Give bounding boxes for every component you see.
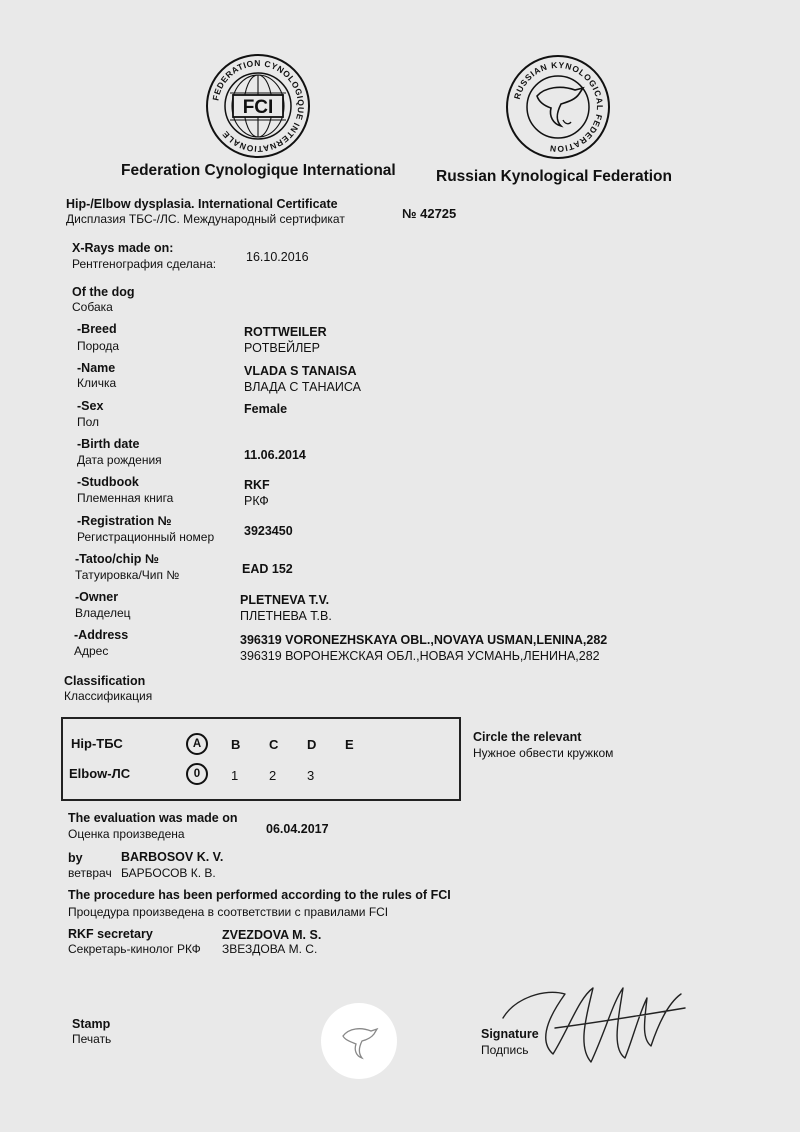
stamp-seal [321,1003,397,1079]
certificate-title-ru: Дисплазия ТБС-/ЛС. Международный сертификат [66,212,345,226]
hip-grade[interactable]: B [231,737,241,752]
circle-note-en: Circle the relevant [473,730,582,744]
hip-grade-selected[interactable]: A [186,733,208,755]
elbow-grade[interactable]: 1 [231,768,239,783]
stamp-label-en: Stamp [72,1017,111,1031]
birth-label-ru: Дата рождения [77,453,162,467]
studbook-value: RKF [244,478,270,492]
birth-value: 11.06.2014 [244,448,306,462]
elbow-grade-selected[interactable]: 0 [186,763,208,785]
signature-label-ru: Подпись [481,1043,529,1057]
classification-box [61,717,461,801]
xray-label-en: X-Rays made on: [72,241,174,255]
xray-date: 16.10.2016 [246,250,309,264]
owner-label-ru: Владелец [75,606,131,620]
vet-name-ru: БАРБОСОВ К. В. [121,866,216,880]
address-value-ru: 396319 ВОРОНЕЖСКАЯ ОБЛ.,НОВАЯ УСМАНЬ,ЛЕНИНА,282 [240,649,600,663]
signature-scribble [495,958,695,1088]
registration-label-ru: Регистрационный номер [77,530,215,544]
hip-label: Hip-ТБС [71,736,123,751]
fci-logo [205,53,311,159]
studbook-value-ru: РКФ [244,494,269,508]
address-label-ru: Адрес [74,644,109,658]
registration-label-en: -Registration № [77,514,172,528]
chip-label-ru: Татуировка/Чип № [75,568,180,582]
address-value: 396319 VORONEZHSKAYA OBL.,NOVAYA USMAN,LENINA,282 [240,633,608,647]
fci-name: Federation Cynologique International [121,162,396,179]
sex-value: Female [244,402,288,416]
owner-value: PLETNEVA T.V. [240,593,330,607]
rkf-name: Russian Kynological Federation [436,168,672,185]
studbook-label-ru: Племенная книга [77,491,174,505]
elbow-grade[interactable]: 3 [307,768,315,783]
dog-section-label-en: Of the dog [72,285,135,299]
owner-label-en: -Owner [75,590,119,604]
chip-label-en: -Tatoo/chip № [75,552,159,566]
chip-value: EAD 152 [242,562,293,576]
certificate-number: № 42725 [402,206,457,221]
breed-value: ROTTWEILER [244,325,327,339]
secretary-name-en: ZVEZDOVA M. S. [222,928,322,942]
secretary-label-en: RKF secretary [68,927,153,941]
sex-label-ru: Пол [77,415,100,429]
breed-value-ru: РОТВЕЙЛЕР [244,341,320,355]
name-label-ru: Кличка [77,376,117,390]
elbow-grade[interactable]: 2 [269,768,277,783]
secretary-label-ru: Секретарь-кинолог РКФ [68,942,201,956]
evaluation-label-en: The evaluation was made on [68,811,238,825]
hip-grade[interactable]: C [269,737,279,752]
secretary-name-ru: ЗВЕЗДОВА М. С. [222,942,318,956]
by-label-en: by [68,851,83,865]
fci-logo-text: FCI [242,97,274,118]
stamp-label-ru: Печать [72,1032,112,1046]
hip-grade[interactable]: E [345,737,354,752]
name-value-ru: ВЛАДА С ТАНАИСА [244,380,361,394]
certificate-title-en: Hip-/Elbow dysplasia. International Certificate [66,197,338,211]
procedure-en: The procedure has been performed according to the rules of FCI [68,888,451,902]
dog-section-label-ru: Собака [72,300,113,314]
breed-label-ru: Порода [77,339,120,353]
breed-label-en: -Breed [77,322,117,336]
evaluation-label-ru: Оценка произведена [68,827,185,841]
birth-label-en: -Birth date [77,437,140,451]
name-label-en: -Name [77,361,116,375]
sex-label-en: -Sex [77,399,104,413]
xray-label-ru: Рентгенография сделана: [72,257,217,271]
evaluation-date: 06.04.2017 [266,822,329,836]
hip-grade[interactable]: D [307,737,317,752]
owner-value-ru: ПЛЕТНЕВА Т.В. [240,609,332,623]
classification-label-en: Classification [64,674,146,688]
registration-value: 3923450 [244,524,293,538]
svg-text:RUSSIAN KYNOLOGICAL FEDERATION [512,60,605,154]
address-label-en: -Address [74,628,129,642]
elbow-label: Elbow-ЛС [69,766,131,781]
by-label-ru: ветврач [68,866,112,880]
fci-ring-text: FEDERATION CYNOLOGIQUE INTERNATIONALE [210,57,307,155]
procedure-ru: Процедура произведена в соответствии с правилами FCI [68,905,389,919]
signature-label-en: Signature [481,1027,539,1041]
name-value: VLADA S TANAISA [244,364,357,378]
rkf-logo [505,54,611,160]
circle-note-ru: Нужное обвести кружком [473,746,614,760]
classification-label-ru: Классификация [64,689,153,703]
vet-name-en: BARBOSOV K. V. [121,850,224,864]
rkf-ring-text: RUSSIAN KYNOLOGICAL FEDERATION [511,59,606,155]
studbook-label-en: -Studbook [77,475,139,489]
